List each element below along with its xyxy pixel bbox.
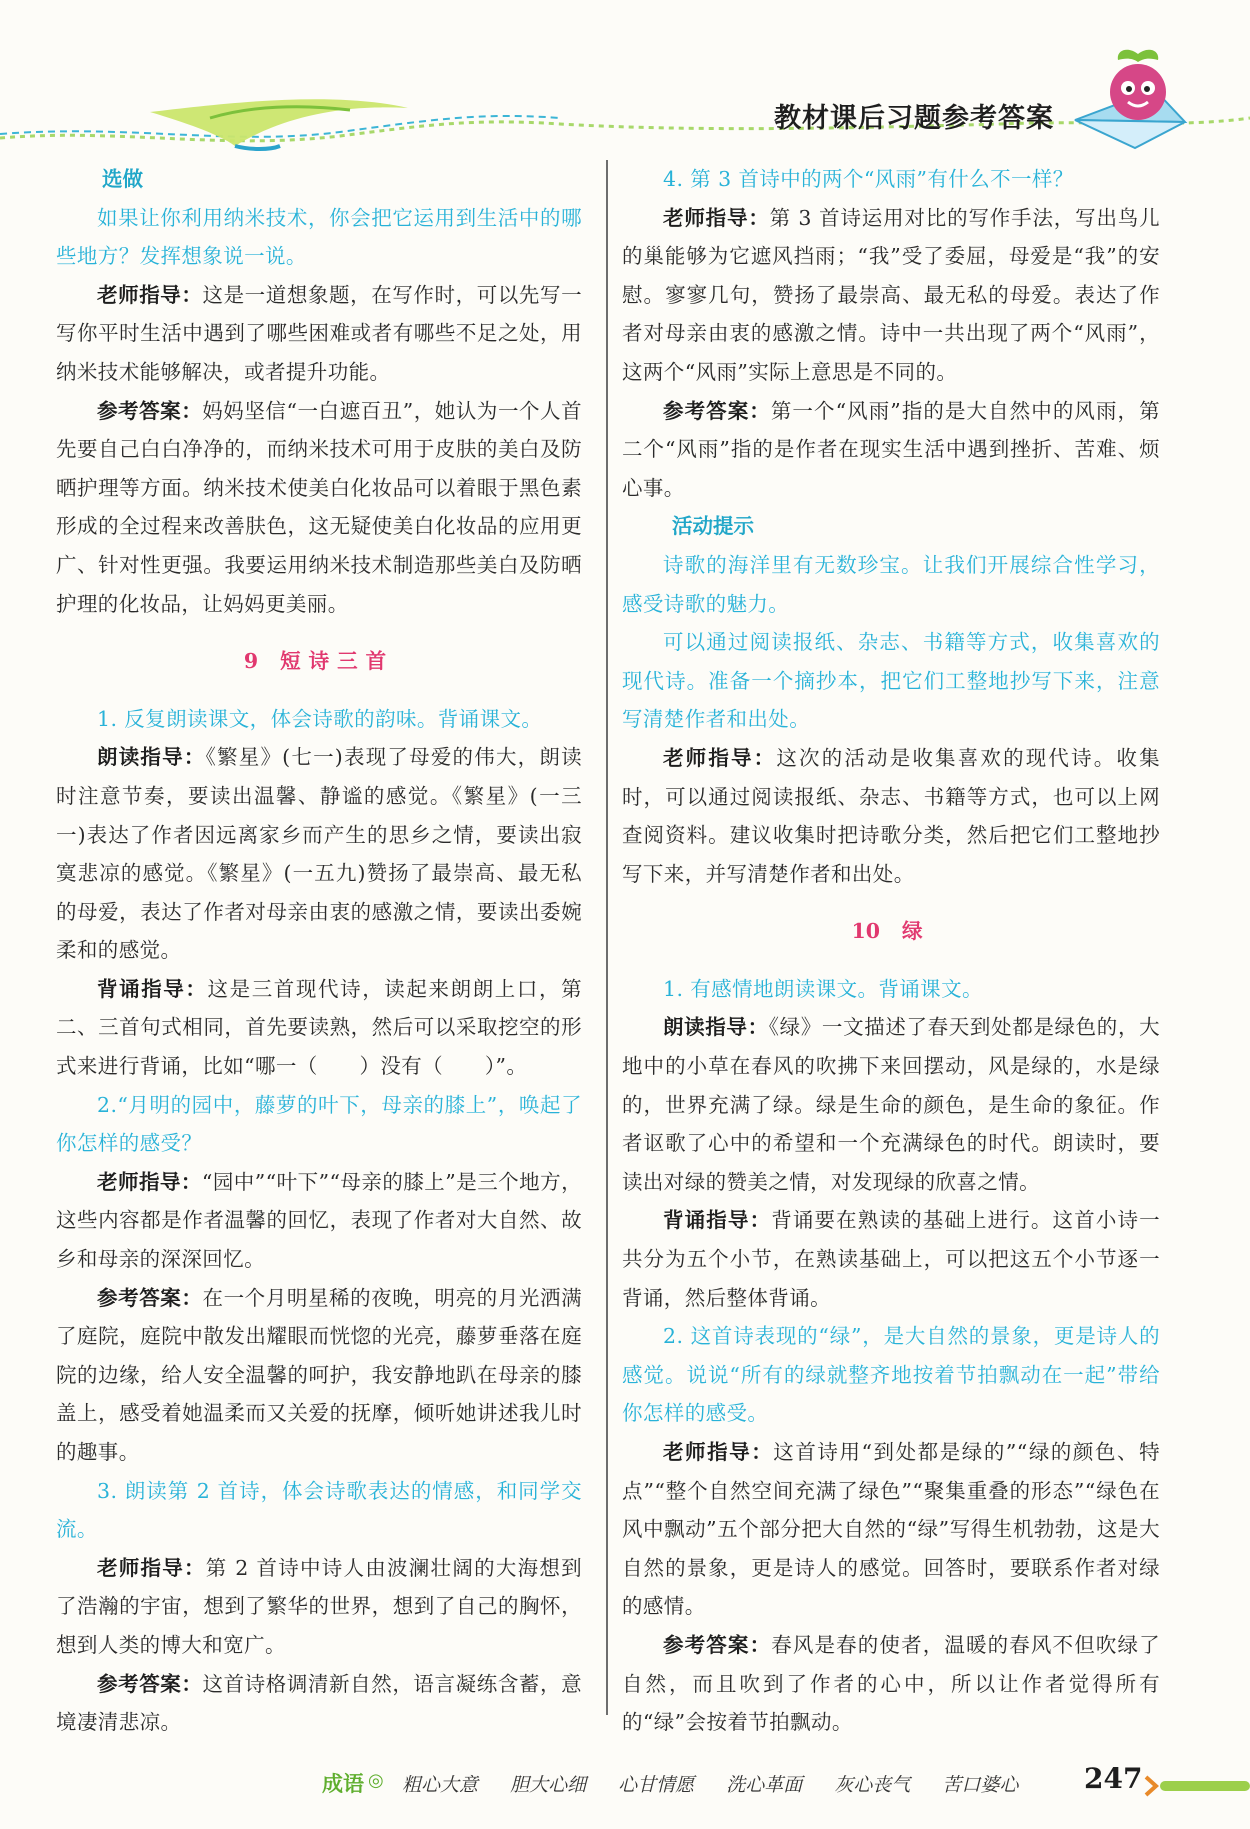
idiom-item: 洗心革面 <box>726 1774 803 1796</box>
idiom-item: 胆大心细 <box>510 1774 587 1796</box>
question-9-1: 1. 反复朗读课文，体会诗歌的韵味。背诵课文。 <box>97 706 543 731</box>
question-10-1: 1. 有感情地朗读课文。背诵课文。 <box>663 976 983 1001</box>
reference-answer: 参考答案：春风是春的使者，温暖的春风不但吹绿了自然，而且吹到了作者的心中，所以让作者觉得所有的“绿”会按着节拍飘动。 <box>622 1632 1161 1735</box>
reading-guide: 朗读指导：《绿》一文描述了春天到处都是绿色的，大地中的小草在春风的吹拂下来回摆动，风是绿的，水是绿的，世界充满了绿。绿是生命的颜色，是生命的象征。作者讴歌了心中的希望和一个充满绿色的时代。朗读时，要读出对绿的赞美之情，对发现绿的欣喜之情。 <box>622 1015 1160 1194</box>
teacher-guide: 老师指导：这首诗用“到处都是绿的”“绿的颜色、特点”“整个自然空间充满了绿色”“聚集重叠的形态”“绿色在风中飘动”五个部分把大自然的“绿”写得生机勃勃，这是大自然的景象，更是诗人的感觉。回答时，要联系作者对绿的感情。 <box>622 1440 1161 1619</box>
reading-guide: 朗读指导：《繁星》(七一)表现了母爱的伟大，朗读时注意节奏，要读出温馨、静谧的感觉。《繁星》(一三一)表达了作者因远离家乡而产生的思乡之情，要读出寂寞悲凉的感觉。《繁星》(一五九)赞扬了最崇高、最无私的母爱，表达了作者对母亲由衷的感激之情，要读出委婉柔和的感觉。 <box>56 745 582 963</box>
section-label-xuanzuo: 选做 <box>102 167 143 191</box>
question-9-3: 3. 朗读第 2 首诗，体会诗歌表达的情感，和同学交流。 <box>56 1478 582 1542</box>
page-header <box>0 0 1250 170</box>
idiom-item: 灰心丧气 <box>834 1774 911 1796</box>
recite-guide: 背诵指导：这是三首现代诗，读起来朗朗上口，第二、三首句式相同，首先要读熟，然后可以采取挖空的形式来进行背诵，比如“哪一（ ）没有（ ）”。 <box>56 976 582 1079</box>
section-label-activity: 活动提示 <box>672 514 754 539</box>
column-divider <box>606 160 608 1715</box>
activity-text: 诗歌的海洋里有无数珍宝。让我们开展综合性学习，感受诗歌的魅力。 <box>622 552 1160 616</box>
lesson-heading-10: 10 绿 <box>851 919 931 944</box>
activity-text: 可以通过阅读报纸、杂志、书籍等方式，收集喜欢的现代诗。准备一个摘抄本，把它们工整地抄写下来，注意写清楚作者和出处。 <box>622 630 1160 732</box>
idiom-list <box>402 1770 1044 1797</box>
idiom-item: 苦口婆心 <box>942 1774 1019 1796</box>
radish-mascot-icon <box>1098 46 1178 130</box>
right-column <box>622 160 1160 1742</box>
question-10-2: 2. 这首诗表现的“绿”，是大自然的景象，更是诗人的感觉。说说“所有的绿就整齐地按着节拍飘动在一起”带给你怎样的感受。 <box>622 1324 1160 1426</box>
teacher-guide: 老师指导：这次的活动是收集喜欢的现代诗。收集时，可以通过阅读报纸、杂志、书籍等方式，也可以上网查阅资料。建议收集时把诗歌分类，然后把它们工整地抄写下来，并写清楚作者和出处。 <box>622 745 1160 886</box>
teacher-guide: 老师指导：“园中”“叶下”“母亲的膝上”是三个地方，这些内容都是作者温馨的回忆，表现了作者对大自然、故乡和母亲的深深回忆。 <box>56 1169 583 1272</box>
page-number: 247 <box>1084 1762 1143 1795</box>
reference-answer: 参考答案：这首诗格调清新自然，语言凝练含蓄，意境凄清悲凉。 <box>56 1671 583 1735</box>
idiom-item: 粗心大意 <box>402 1774 479 1796</box>
question-nano: 如果让你利用纳米技术，你会把它运用到生活中的哪些地方？发挥想象说一说。 <box>56 205 582 269</box>
lesson-heading-9: 9 短诗三首 <box>243 649 395 674</box>
question-9-4: 4. 第 3 首诗中的两个“风雨”有什么不一样？ <box>663 167 1074 191</box>
teacher-guide: 老师指导：这是一道想象题，在写作时，可以先写一写你平时生活中遇到了哪些困难或者有哪些不足之处，用纳米技术能够解决，或者提升功能。 <box>56 282 583 384</box>
left-column <box>56 160 582 1742</box>
reference-answer: 参考答案：妈妈坚信“一白遮百丑”，她认为一个人首先要自己白白净净的，而纳米技术可用于皮肤的美白及防晒护理等方面。纳米技术使美白化妆品可以着眼于黑色素形成的全过程来改善肤色，这无疑使美白化妆品的应用更广、针对性更强。我要运用纳米技术制造那些美白及防晒护理的化妆品，让妈妈更美丽。 <box>56 398 582 616</box>
reference-answer: 参考答案：在一个月明星稀的夜晚，明亮的月光洒满了庭院，庭院中散发出耀眼而恍惚的光亮，藤萝垂落在庭院的边缘，给人安全温馨的呵护，我安静地趴在母亲的膝盖上，感受着她温柔而又关爱的抚摩，倾听她讲述我儿时的趣事。 <box>56 1285 583 1464</box>
idiom-bullet-icon: ◎ <box>368 1770 384 1791</box>
reference-answer: 参考答案：第一个“风雨”指的是大自然中的风雨，第二个“风雨”指的是作者在现实生活中遇到挫折、苦难、烦心事。 <box>622 398 1161 500</box>
idiom-label: 成语 <box>322 1772 364 1796</box>
teacher-guide: 老师指导：第 3 首诗运用对比的写作手法，写出鸟儿的巢能够为它遮风挡雨；“我”受了委屈，母爱是“我”的安慰。寥寥几句，赞扬了最崇高、最无私的母爱。表达了作者对母亲由衷的感激之情。诗中一共出现了两个“风雨”，这两个“风雨”实际上意思是不同的。 <box>622 205 1161 384</box>
idiom-item: 心甘情愿 <box>618 1774 695 1796</box>
header-decoration <box>0 0 1250 170</box>
page-arrow-icon <box>1142 1775 1250 1801</box>
recite-guide: 背诵指导：背诵要在熟读的基础上进行。这首小诗一共分为五个小节，在熟读基础上，可以把这五个小节逐一背诵，然后整体背诵。 <box>622 1208 1161 1310</box>
header-title: 教材课后习题参考答案 <box>774 103 1054 134</box>
question-9-2: 2.“月明的园中，藤萝的叶下，母亲的膝上”，唤起了你怎样的感受？ <box>56 1092 582 1156</box>
teacher-guide: 老师指导：第 2 首诗中诗人由波澜壮阔的大海想到了浩瀚的宇宙，想到了繁华的世界，想到了自己的胸怀，想到人类的博大和宽广。 <box>56 1555 582 1657</box>
